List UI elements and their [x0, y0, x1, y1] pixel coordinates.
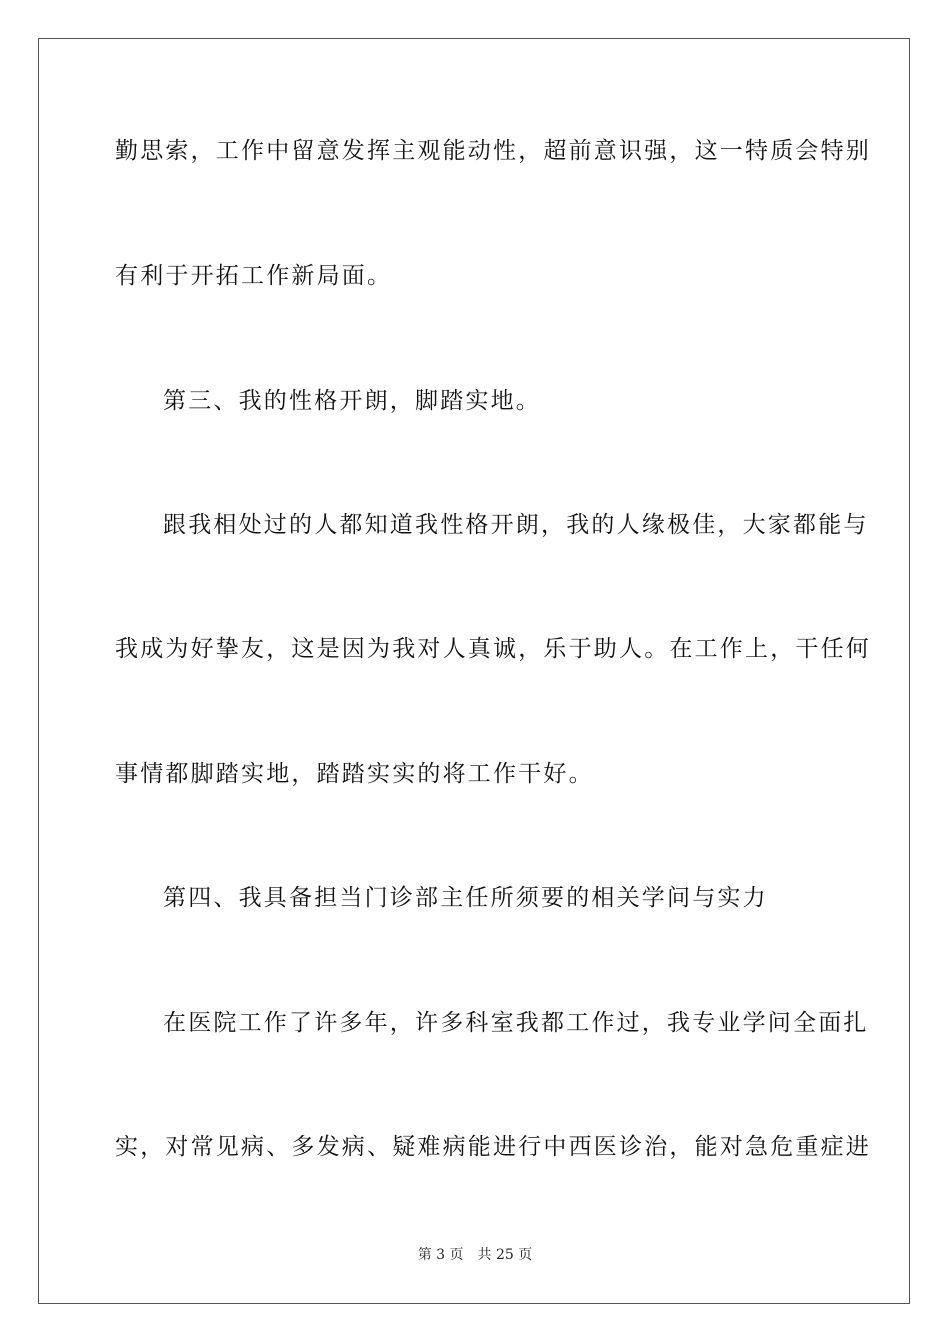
text-line: 勤思索，工作中留意发挥主观能动性，超前意识强，这一特质会特别 [115, 138, 871, 164]
section-heading: 第四、我具备担当门诊部主任所须要的相关学问与实力 [163, 885, 768, 911]
text-line: 我成为好挚友，这是因为我对人真诚，乐于助人。在工作上，干任何 [115, 636, 871, 662]
text-line: 在医院工作了许多年，许多科室我都工作过，我专业学问全面扎 [163, 1010, 869, 1036]
text-line: 实，对常见病、多发病、疑难病能进行中西医诊治，能对急危重症进 [115, 1134, 871, 1160]
page-total: 共 25 页 [477, 1247, 533, 1263]
text-line: 跟我相处过的人都知道我性格开朗，我的人缘极佳，大家都能与 [163, 512, 869, 538]
text-line: 有利于开拓工作新局面。 [115, 263, 393, 289]
page-border [38, 38, 910, 1304]
section-heading: 第三、我的性格开朗，脚踏实地。 [163, 388, 541, 414]
text-line: 事情都脚踏实地，踏踏实实的将工作干好。 [115, 761, 594, 787]
page-number: 第 3 页 [417, 1247, 464, 1263]
page-footer [0, 1246, 950, 1264]
